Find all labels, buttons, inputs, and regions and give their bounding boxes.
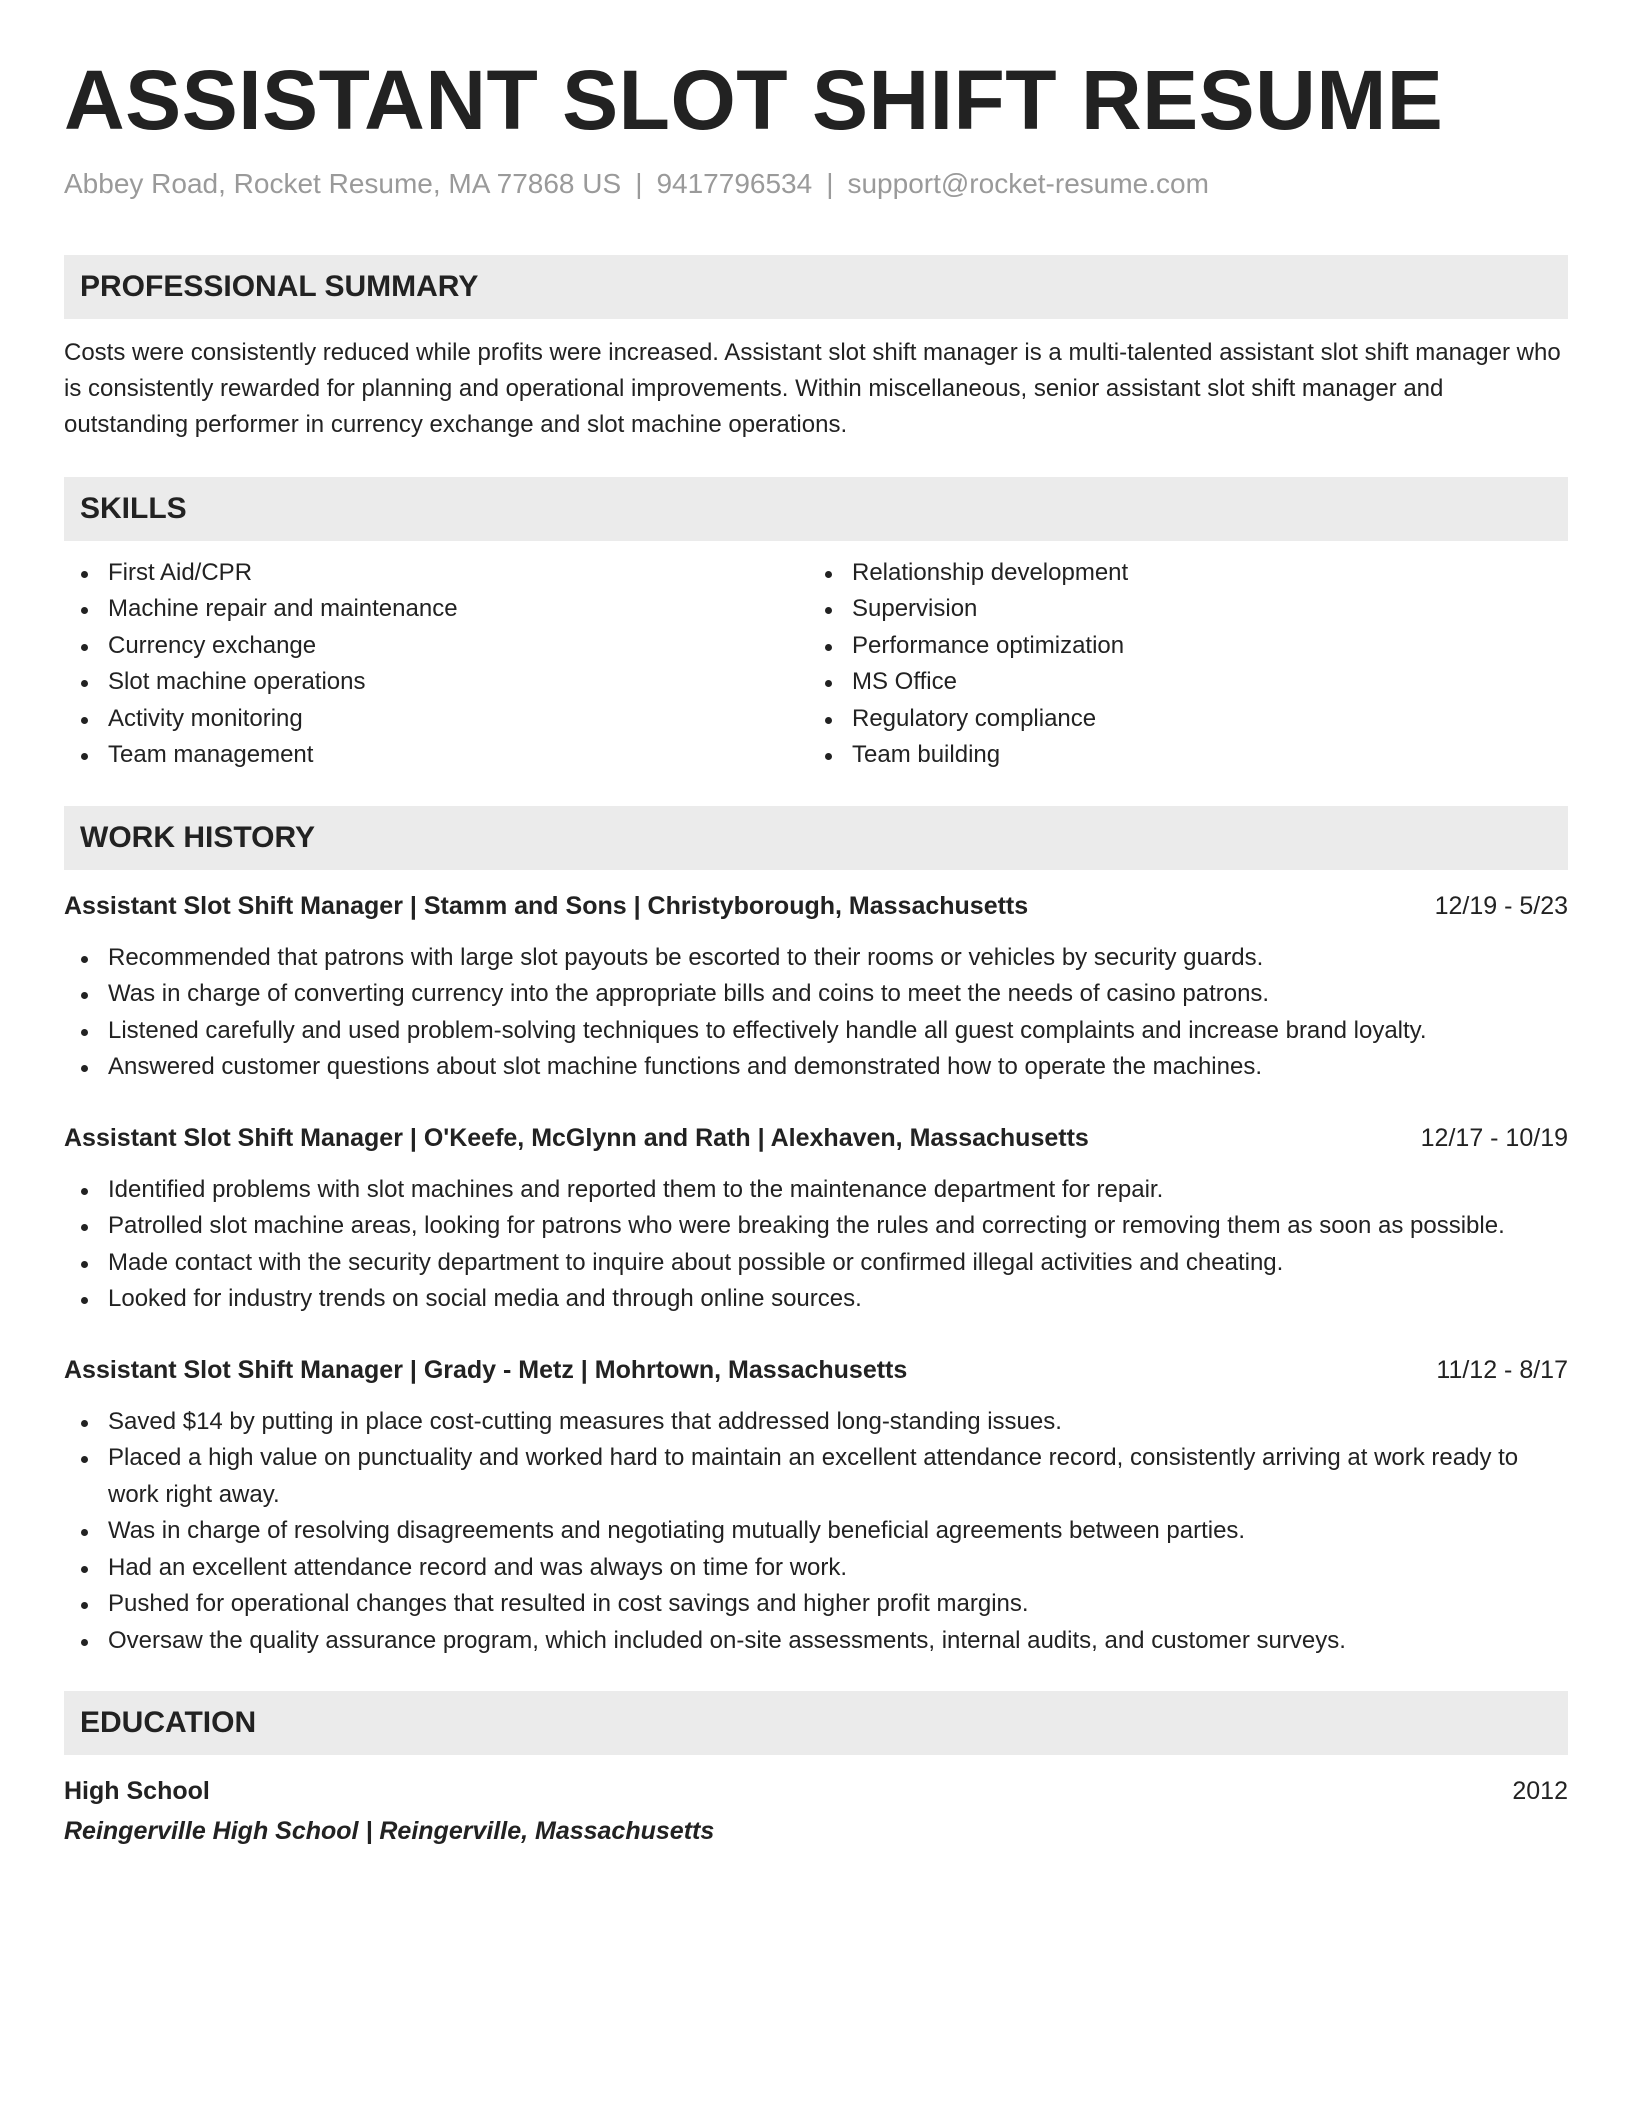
- skill-item: MS Office: [820, 664, 1568, 701]
- skills-list: [64, 555, 1568, 774]
- job-entry: [64, 1120, 1568, 1318]
- job-bullet: Patrolled slot machine areas, looking for patrons who were breaking the rules and correcting or removing them as soon as possible.: [64, 1208, 1568, 1245]
- job-bullet: Saved $14 by putting in place cost-cutting measures that addressed long-standing issues.: [64, 1404, 1568, 1441]
- section-header-skills: [64, 477, 1568, 541]
- section-title: PROFESSIONAL SUMMARY: [80, 269, 479, 303]
- section-title: EDUCATION: [80, 1706, 257, 1740]
- section-header-education: [64, 1691, 1568, 1755]
- job-bullet: Had an excellent attendance record and was always on time for work.: [64, 1550, 1568, 1587]
- job-bullet: Pushed for operational changes that resulted in cost savings and higher profit margins.: [64, 1586, 1568, 1623]
- skill-item: Team building: [820, 737, 1568, 774]
- skill-item: Slot machine operations: [64, 664, 812, 701]
- job-bullet: Recommended that patrons with large slot payouts be escorted to their rooms or vehicles by security guards.: [64, 940, 1568, 977]
- job-bullets: [64, 1172, 1568, 1318]
- education-school: Reingerville High School | Reingerville, Massachusetts: [64, 1817, 715, 1846]
- contact-phone: 9417796534: [656, 168, 813, 200]
- skill-item: Regulatory compliance: [820, 701, 1568, 738]
- education-year: 2012: [1512, 1777, 1568, 1806]
- skill-item: Supervision: [820, 591, 1568, 628]
- job-title: Assistant Slot Shift Manager | O'Keefe, McGlynn and Rath | Alexhaven, Massachusetts: [64, 1123, 1089, 1152]
- job-title: Assistant Slot Shift Manager | Grady - Metz | Mohrtown, Massachusetts: [64, 1355, 908, 1384]
- job-bullet: Was in charge of resolving disagreements and negotiating mutually beneficial agreements between parties.: [64, 1513, 1568, 1550]
- skill-item: Currency exchange: [64, 628, 812, 665]
- skill-item: Activity monitoring: [64, 701, 812, 738]
- job-bullet: Placed a high value on punctuality and worked hard to maintain an excellent attendance record, consistently arriving at work ready to work right away.: [64, 1440, 1568, 1513]
- skill-item: Relationship development: [820, 555, 1568, 592]
- job-bullet: Oversaw the quality assurance program, which included on-site assessments, internal audits, and customer surveys.: [64, 1623, 1568, 1660]
- section-header-summary: [64, 255, 1568, 319]
- job-bullets: [64, 940, 1568, 1086]
- section-header-work: [64, 806, 1568, 870]
- education-entry: [64, 1773, 1568, 1849]
- job-bullet: Listened carefully and used problem-solving techniques to effectively handle all guest complaints and increase brand loyalty.: [64, 1013, 1568, 1050]
- job-entry: [64, 1352, 1568, 1660]
- contact-address: Abbey Road, Rocket Resume, MA 77868 US: [64, 168, 622, 200]
- skill-item: Performance optimization: [820, 628, 1568, 665]
- job-dates: 11/12 - 8/17: [1436, 1355, 1568, 1384]
- section-title: SKILLS: [80, 491, 187, 525]
- contact-email: support@rocket-resume.com: [847, 168, 1209, 200]
- job-bullet: Looked for industry trends on social media and through online sources.: [64, 1281, 1568, 1318]
- skill-item: Machine repair and maintenance: [64, 591, 812, 628]
- job-bullets: [64, 1404, 1568, 1660]
- job-bullet: Answered customer questions about slot machine functions and demonstrated how to operate the machines.: [64, 1049, 1568, 1086]
- skills-column-left: [64, 555, 812, 774]
- resume-title: ASSISTANT SLOT SHIFT RESUME: [64, 53, 1444, 147]
- contact-line: [64, 166, 1568, 202]
- section-title: WORK HISTORY: [80, 820, 316, 854]
- skill-item: Team management: [64, 737, 812, 774]
- job-dates: 12/17 - 10/19: [1420, 1123, 1568, 1152]
- job-bullet: Identified problems with slot machines and reported them to the maintenance department for repair.: [64, 1172, 1568, 1209]
- skills-column-right: [820, 555, 1568, 774]
- education-degree: High School: [64, 1777, 210, 1806]
- contact-separator: |: [635, 168, 643, 200]
- job-dates: 12/19 - 5/23: [1434, 891, 1568, 920]
- contact-separator: |: [826, 168, 834, 200]
- job-bullet: Made contact with the security department to inquire about possible or confirmed illegal activities and cheating.: [64, 1245, 1568, 1282]
- skill-item: First Aid/CPR: [64, 555, 812, 592]
- summary-text: Costs were consistently reduced while profits were increased. Assistant slot shift manager is a multi-talented assistant slot shift manager who is consistently rewarded for planning and operational improvements. Within miscellaneous, senior assistant slot shift manager and outstanding performer in currency exchange and slot machine operations.: [64, 338, 1561, 438]
- job-entry: [64, 888, 1568, 1086]
- job-bullet: Was in charge of converting currency into the appropriate bills and coins to meet the needs of casino patrons.: [64, 976, 1568, 1013]
- job-title: Assistant Slot Shift Manager | Stamm and Sons | Christyborough, Massachusetts: [64, 891, 1029, 920]
